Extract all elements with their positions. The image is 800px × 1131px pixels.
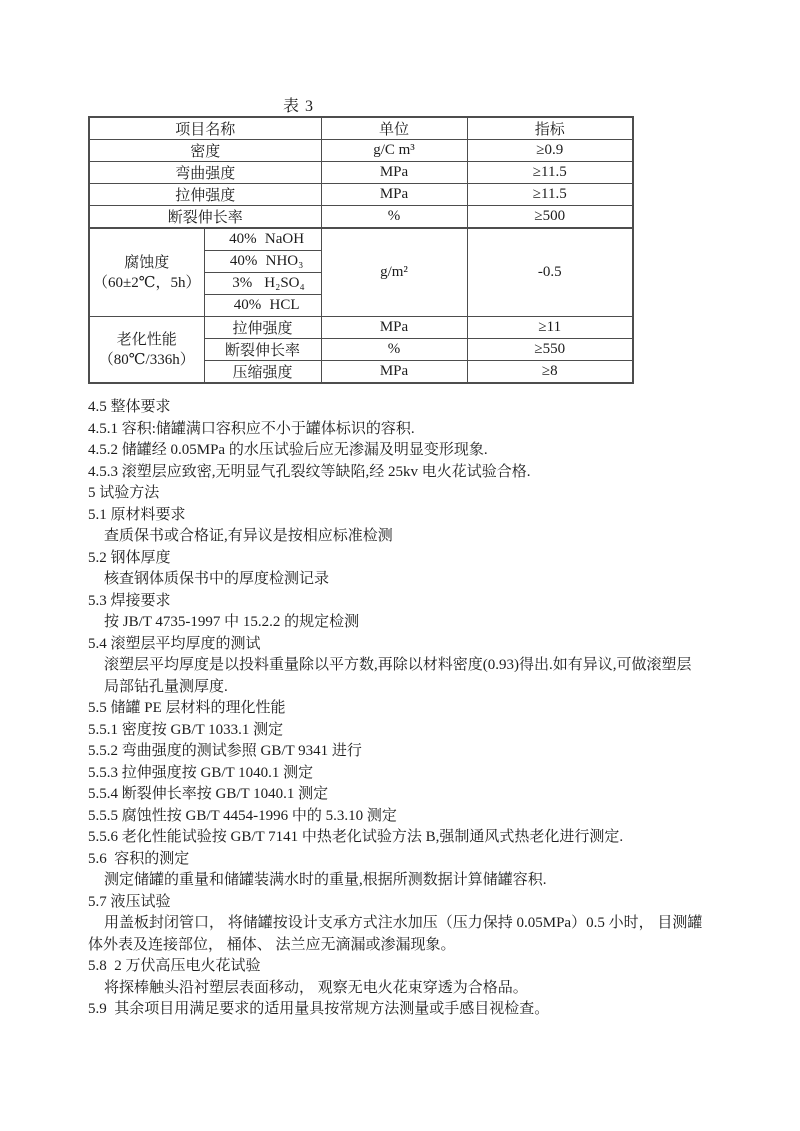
cell-unit: % — [321, 206, 467, 229]
cell-value: ≥500 — [467, 206, 633, 229]
cell-solution — [204, 251, 321, 273]
solution-chemical: HCL — [269, 297, 300, 313]
text-line: 体外表及连接部位， 桶体、 法兰应无滴漏或渗漏现象。 — [88, 936, 456, 953]
text-line: 5.1 原材料要求 — [88, 506, 186, 523]
text-line: 4.5.2 储罐经 0.05MPa 的水压试验后应无渗漏及明显变形现象. — [88, 442, 488, 458]
cell-solution — [204, 273, 321, 295]
aging-label-line2: （80℃/336h） — [98, 351, 195, 368]
cell-value: ≥8 — [467, 361, 633, 384]
cell-item-name: 拉伸强度 — [204, 317, 321, 339]
cell-unit: g/m² — [321, 228, 467, 317]
table-row-corrosion-1 — [89, 228, 633, 251]
text-line: 5.9 其余项目用满足要求的适用量具按常规方法测量或手感目视检查。 — [88, 1001, 550, 1017]
corrosion-label — [89, 228, 204, 317]
solution-chemical: NHO₃ — [265, 253, 304, 269]
text-line: 5.2 钢体厚度 — [88, 549, 171, 566]
table-row-bending-strength — [89, 162, 633, 184]
table-caption: 表 3 — [283, 98, 315, 115]
aging-label-line1: 老化性能 — [116, 331, 177, 348]
cell-item-name: 弯曲强度 — [89, 162, 321, 184]
cell-unit: g/C m³ — [321, 140, 467, 162]
col-header-item-name: 项目名称 — [89, 117, 321, 140]
cell-item-name: 拉伸强度 — [89, 184, 321, 206]
cell-unit: % — [321, 339, 467, 361]
text-line: 滚塑层平均厚度是以投料重量除以平方数,再除以材料密度(0.93)得出.如有异议,可做滚塑层 — [104, 657, 692, 673]
text-line: 用盖板封闭管口， 将储罐按设计支承方式注水加压（压力保持 0.05MPa）0.5 小时， 目测罐 — [104, 915, 703, 931]
cell-solution — [204, 295, 321, 317]
cell-unit: MPa — [321, 317, 467, 339]
col-header-unit: 单位 — [321, 117, 467, 140]
cell-value: ≥11 — [467, 317, 633, 339]
cell-unit: MPa — [321, 162, 467, 184]
text-line: 局部钻孔量测厚度. — [104, 678, 228, 695]
cell-unit: MPa — [321, 184, 467, 206]
table-row-tensile-strength — [89, 184, 633, 206]
text-line: 4.5.1 容积:储罐满口容积应不小于罐体标识的容积. — [88, 420, 415, 437]
cell-item-name: 断裂伸长率 — [204, 339, 321, 361]
text-line: 5.4 滚塑层平均厚度的测试 — [88, 635, 261, 652]
cell-item-name: 密度 — [89, 140, 321, 162]
text-line: 5.5.3 拉伸强度按 GB/T 1040.1 测定 — [88, 764, 314, 781]
text-line: 5.8 2 万伏高压电火花试验 — [88, 958, 261, 974]
table-row-elongation — [89, 206, 633, 229]
text-line: 5.5.5 腐蚀性按 GB/T 4454-1996 中的 5.3.10 测定 — [88, 807, 397, 824]
solution-percentage: 40% — [229, 231, 257, 247]
aging-label — [89, 317, 204, 384]
cell-value: ≥11.5 — [467, 184, 633, 206]
text-line: 按 JB/T 4735-1997 中 15.2.2 的规定检测 — [104, 614, 360, 630]
text-line: 查质保书或合格证,有异议是按相应标准检测 — [104, 528, 393, 544]
text-line: 5 试验方法 — [88, 485, 160, 501]
text-line: 5.7 液压试验 — [88, 893, 171, 910]
solution-percentage: 40% — [229, 253, 258, 269]
text-line: 5.3 焊接要求 — [88, 592, 171, 609]
cell-value: ≥11.5 — [467, 162, 633, 184]
solution-chemical: NaOH — [264, 231, 305, 247]
cell-unit: MPa — [321, 361, 467, 384]
text-line: 将探棒触头沿衬塑层表面移动， 观察无电火花束穿透为合格品。 — [104, 979, 528, 996]
corrosion-label-line1: 腐蚀度 — [124, 254, 170, 271]
text-line: 5.5.2 弯曲强度的测试参照 GB/T 9341 进行 — [88, 743, 362, 759]
solution-chemical: H₂SO₄ — [264, 275, 305, 291]
cell-item-name: 断裂伸长率 — [89, 206, 321, 229]
solution-percentage: 40% — [233, 297, 262, 313]
table-header-row — [89, 117, 633, 140]
text-line: 5.5 储罐 PE 层材料的理化性能 — [88, 700, 286, 716]
text-line: 4.5 整体要求 — [88, 399, 171, 415]
col-header-index: 指标 — [467, 117, 633, 140]
solution-percentage: 3% — [232, 275, 253, 291]
spec-table — [88, 116, 634, 384]
body-text — [88, 397, 736, 1021]
table-row-density — [89, 140, 633, 162]
text-line: 5.6 容积的测定 — [88, 850, 190, 867]
corrosion-label-line2: （60±2℃，5h） — [92, 274, 201, 291]
cell-value: ≥0.9 — [467, 140, 633, 162]
cell-value: ≥550 — [467, 339, 633, 361]
text-line: 5.5.6 老化性能试验按 GB/T 7141 中热老化试验方法 B,强制通风式热老化进行测定. — [88, 829, 624, 845]
cell-value: -0.5 — [467, 228, 633, 317]
text-line: 核查钢体质保书中的厚度检测记录 — [104, 571, 330, 587]
text-line: 5.5.1 密度按 GB/T 1033.1 测定 — [88, 721, 284, 738]
cell-solution — [204, 228, 321, 251]
table-row-aging-1 — [89, 317, 633, 339]
text-line: 5.5.4 断裂伸长率按 GB/T 1040.1 测定 — [88, 786, 329, 802]
text-line: 4.5.3 滚塑层应致密,无明显气孔裂纹等缺陷,经 25kv 电火花试验合格. — [88, 463, 531, 480]
cell-item-name: 压缩强度 — [204, 361, 321, 384]
text-line: 测定储罐的重量和储罐装满水时的重量,根据所测数据计算储罐容积. — [104, 872, 547, 888]
